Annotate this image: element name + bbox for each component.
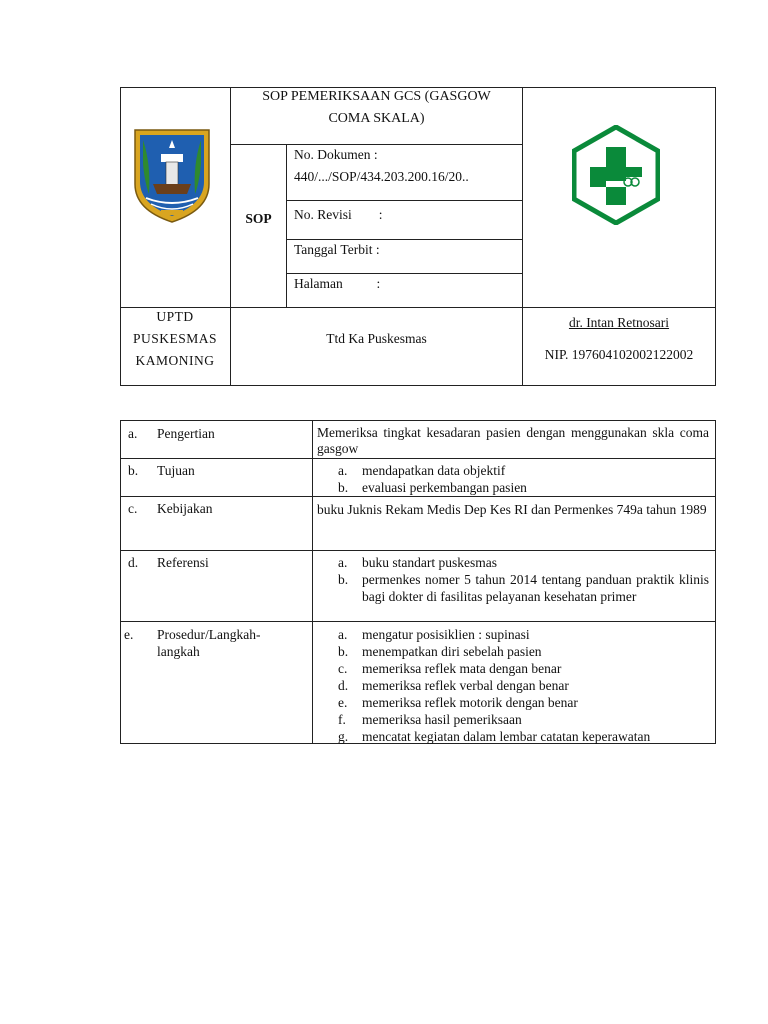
section-b-title: Tujuan: [157, 463, 195, 478]
section-e-letter: e.: [124, 627, 134, 642]
document-title-line1: SOP PEMERIKSAAN GCS (GASGOW: [262, 89, 491, 104]
no-dokumen-label: No. Dokumen :: [294, 147, 378, 162]
section-d-letter: d.: [128, 555, 139, 570]
puskesmas-logo: [572, 125, 660, 225]
list-item: b. permenkes nomer 5 tahun 2014 tentang panduan praktik klinis bagi dokter di fasilitas pelayanan kesehatan primer: [338, 572, 709, 604]
section-a-text: Memeriksa tingkat kesadaran pasien dengan menggunakan skla coma gasgow: [317, 425, 709, 456]
halaman-label: Halaman :: [294, 276, 381, 291]
list-item: a. mendapatkan data objektif: [338, 463, 506, 478]
section-e-list: [338, 626, 709, 745]
list-item: d. memeriksa reflek verbal dengan benar: [338, 678, 569, 693]
nip-number: NIP. 197604102002122002: [544, 347, 694, 362]
org-name-line1: UPTD: [156, 309, 194, 324]
tanggal-terbit-label: Tanggal Terbit :: [294, 242, 380, 257]
section-a-letter: a.: [128, 426, 138, 441]
section-c-letter: c.: [128, 501, 138, 516]
list-item: e. memeriksa reflek motorik dengan benar: [338, 695, 578, 710]
sop-label: SOP: [245, 211, 272, 226]
section-b-list: [338, 462, 709, 496]
section-a-title: Pengertian: [157, 426, 215, 441]
section-b-letter: b.: [128, 463, 139, 478]
section-c-text: buku Juknis Rekam Medis Dep Kes RI dan Permenkes 749a tahun 1989: [317, 502, 707, 517]
no-dokumen-value: 440/.../SOP/434.203.200.16/20..: [294, 169, 469, 184]
org-name-line3: KAMONING: [135, 353, 215, 368]
document-title-line2: COMA SKALA): [328, 111, 425, 126]
no-revisi-label: No. Revisi :: [294, 207, 383, 222]
list-item: f. memeriksa hasil pemeriksaan: [338, 712, 522, 727]
list-item: a. mengatur posisiklien : supinasi: [338, 627, 530, 642]
list-item: c. memeriksa reflek mata dengan benar: [338, 661, 562, 676]
list-item: b. menempatkan diri sebelah pasien: [338, 644, 542, 659]
list-item: a. buku standart puskesmas: [338, 555, 497, 570]
org-name-line2: PUSKESMAS: [132, 331, 218, 346]
section-d-list: [338, 554, 709, 605]
section-e-title-line1: Prosedur/Langkah-: [157, 627, 261, 642]
section-e-title-line2: langkah: [157, 644, 200, 659]
ttd-label: Ttd Ka Puskesmas: [326, 331, 427, 346]
section-c-title: Kebijakan: [157, 501, 213, 516]
list-item: b. evaluasi perkembangan pasien: [338, 480, 527, 495]
regional-emblem-logo: [131, 124, 213, 224]
doctor-name: dr. Intan Retnosari: [568, 315, 670, 330]
list-item: g. mencatat kegiatan dalam lembar catatan keperawatan: [338, 729, 651, 744]
section-d-title: Referensi: [157, 555, 209, 570]
